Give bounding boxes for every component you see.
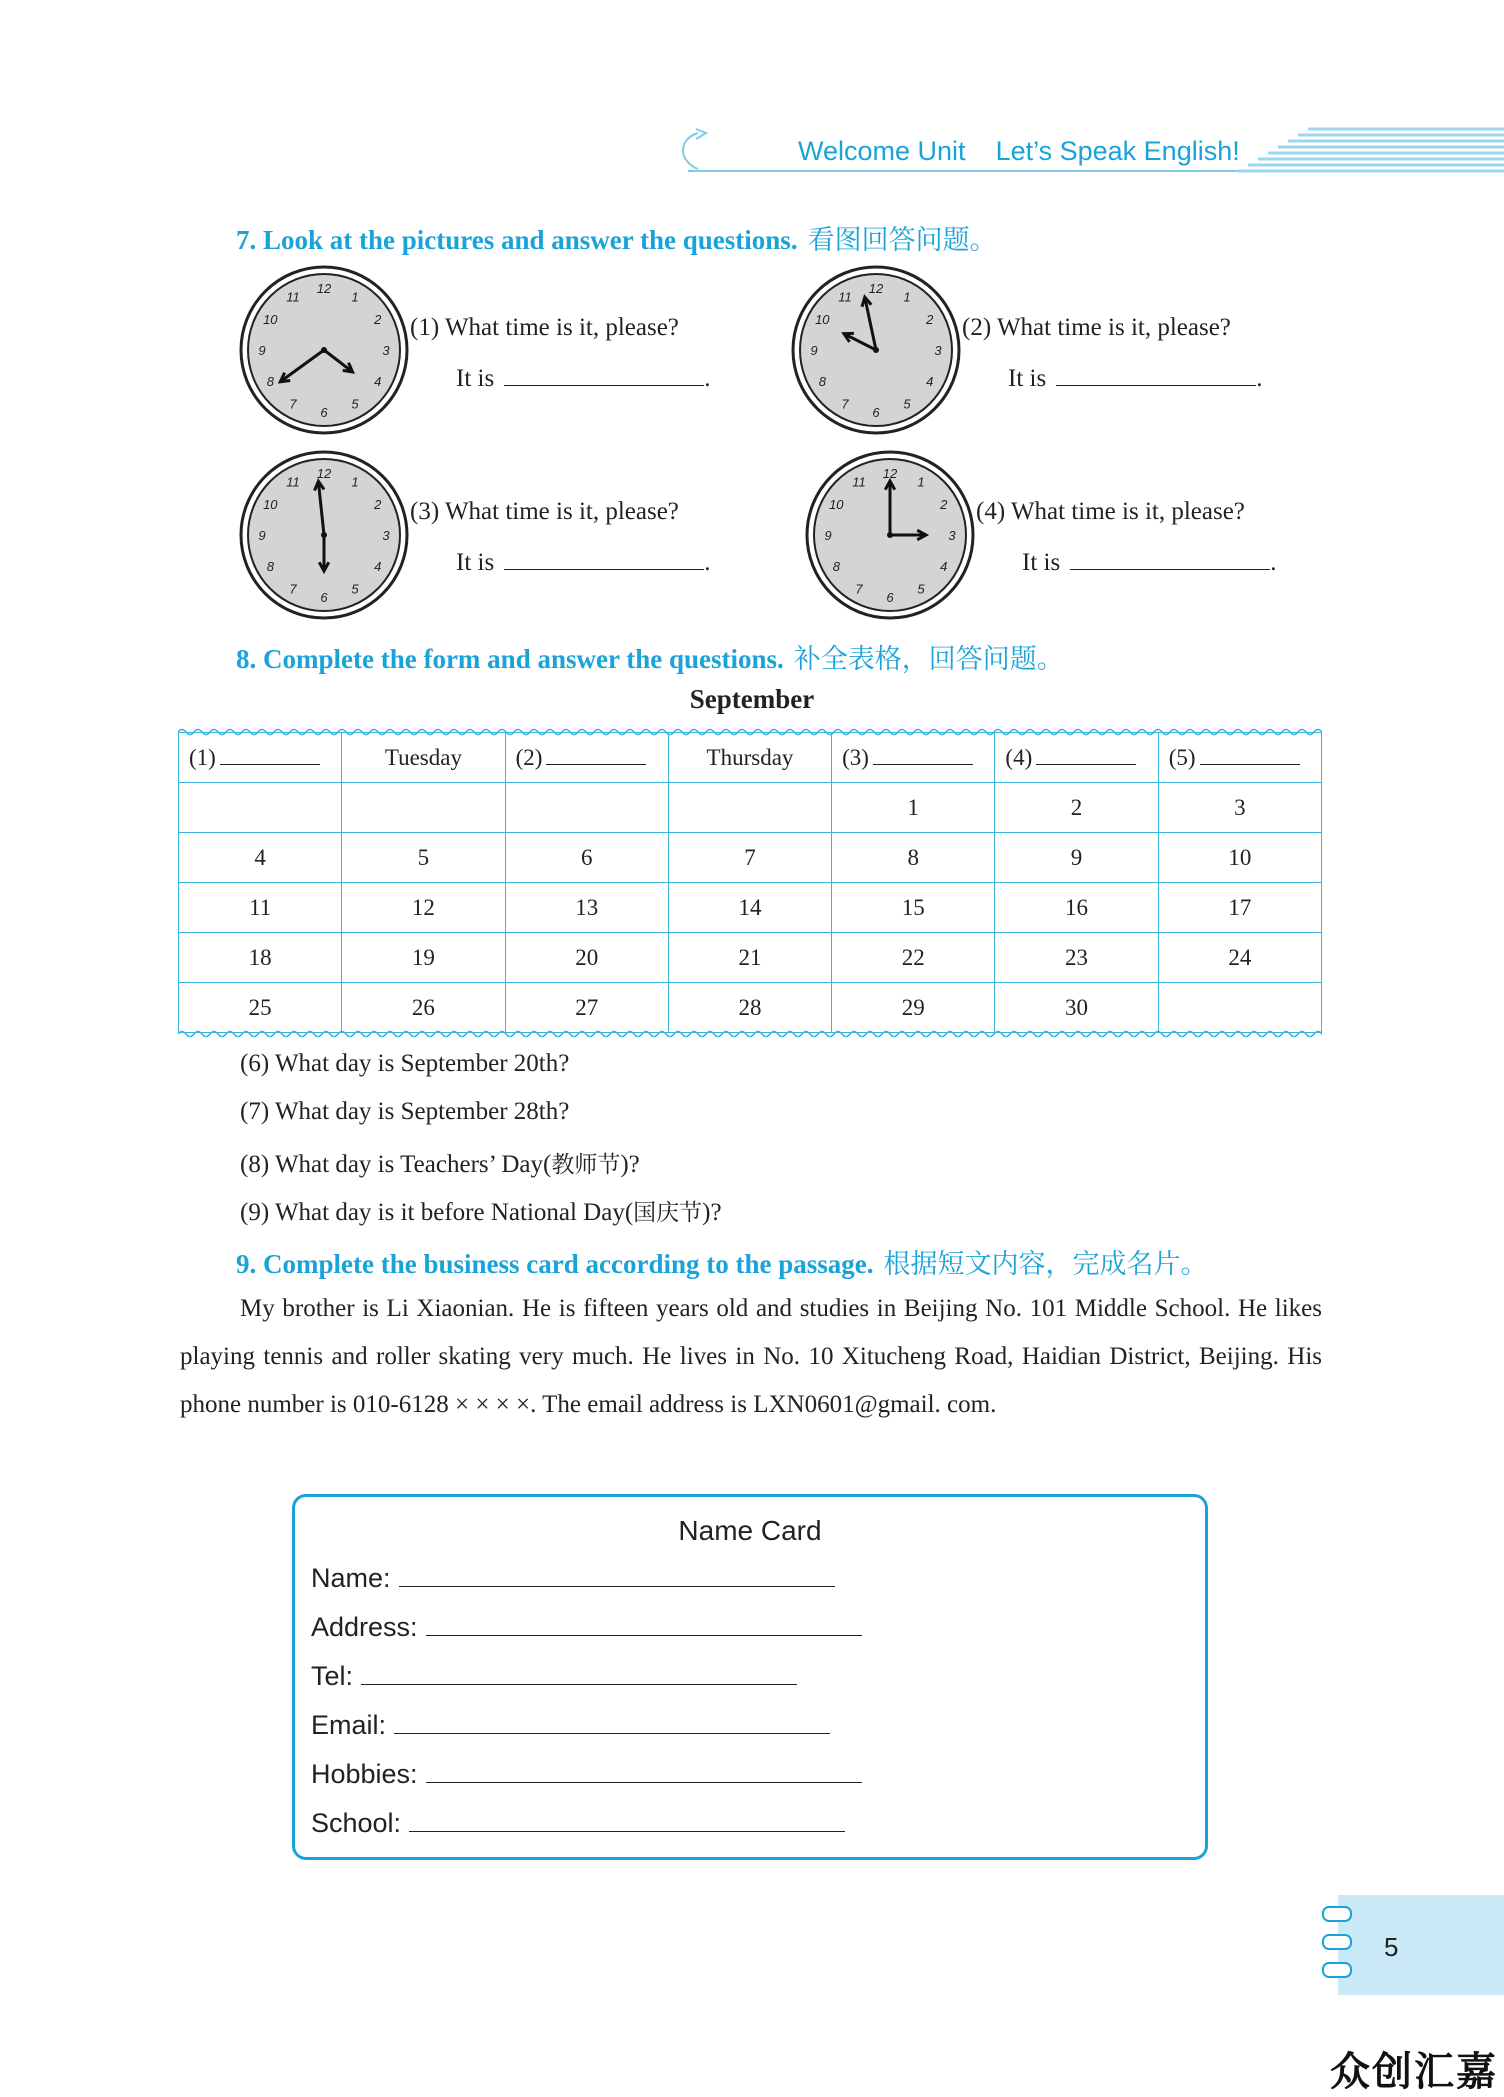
clock-number: 6 [872, 405, 880, 420]
calendar-row [179, 933, 1322, 983]
name-card [292, 1494, 1208, 1860]
section-7-title [236, 218, 997, 257]
clock-number: 6 [320, 405, 328, 420]
clock-number: 4 [374, 559, 382, 574]
clock-center [873, 347, 879, 353]
clock-number: 5 [351, 581, 359, 597]
clock-number: 1 [917, 474, 925, 490]
day-cell: 21 [668, 933, 831, 983]
answer-1: It is . [456, 365, 711, 392]
clock-number: 2 [926, 312, 934, 327]
day-cell: 3 [1158, 783, 1321, 833]
header-cell[interactable]: (5) [1158, 733, 1321, 783]
question-9: (9) What day is it before National Day(国庆节)? [240, 1199, 722, 1226]
clock-number: 5 [903, 396, 911, 412]
section-7-heading: 7. Look at the pictures and answer the questions. [236, 225, 798, 255]
clock-number: 11 [852, 474, 866, 490]
question-8: (8) What day is Teachers’ Day(教师节)? [240, 1151, 640, 1178]
clock-number: 7 [841, 396, 849, 412]
clock-number: 1 [351, 289, 359, 305]
calendar-row [179, 883, 1322, 933]
clock-1 [238, 264, 410, 436]
day-cell: 8 [832, 833, 995, 883]
question-2: (2) What time is it, please? [962, 314, 1231, 341]
clock-number: 8 [266, 374, 274, 389]
question-7: (7) What day is September 28th? [240, 1098, 570, 1125]
question-3: (3) What time is it, please? [410, 498, 679, 525]
binder-ring-icon [1322, 1906, 1352, 1922]
section-9-title [236, 1242, 1207, 1281]
day-cell: 19 [342, 933, 505, 983]
clock-2 [790, 264, 962, 436]
answer-blank[interactable] [1056, 363, 1256, 386]
day-cell: 12 [342, 883, 505, 933]
card-field-address: Address: [311, 1612, 862, 1643]
day-cell: 18 [179, 933, 342, 983]
clock-number: 5 [351, 396, 359, 412]
day-cell: 14 [668, 883, 831, 933]
clock-number: 12 [316, 281, 332, 296]
day-cell: 1 [832, 783, 995, 833]
card-field-email: Email: [311, 1710, 830, 1741]
card-field-hobbies: Hobbies: [311, 1759, 862, 1790]
header-title: Let’s Speak English! [995, 136, 1240, 166]
header-unit: Welcome Unit [798, 136, 966, 166]
calendar-header-row [179, 733, 1322, 783]
day-cell: 27 [505, 983, 668, 1033]
header-cell: Thursday [668, 733, 831, 783]
school-input-line[interactable] [409, 1811, 845, 1832]
clock-center [887, 532, 893, 538]
clock-number: 4 [374, 374, 382, 389]
answer-2: It is . [1008, 365, 1263, 392]
day-cell: 17 [1158, 883, 1321, 933]
clock-number: 2 [374, 312, 382, 327]
clock-number: 11 [286, 289, 300, 305]
name-input-line[interactable] [399, 1566, 835, 1587]
page-number: 5 [1384, 1932, 1399, 1962]
hobbies-input-line[interactable] [426, 1762, 862, 1783]
answer-prefix: It is [1008, 365, 1047, 392]
clock-number: 10 [815, 312, 830, 327]
email-input-line[interactable] [394, 1713, 830, 1734]
answer-blank[interactable] [1070, 547, 1270, 570]
clock-number: 4 [926, 374, 934, 389]
binder-ring-icon [1322, 1962, 1352, 1978]
day-cell: 26 [342, 983, 505, 1033]
clock-number: 12 [316, 466, 332, 481]
day-cell: 5 [342, 833, 505, 883]
section-8-title [236, 637, 1064, 676]
clock-number: 3 [934, 343, 942, 358]
clock-number: 3 [382, 528, 390, 543]
clock-number: 7 [855, 581, 863, 597]
answer-3: It is . [456, 549, 711, 576]
question-6: (6) What day is September 20th? [240, 1050, 570, 1077]
answer-blank[interactable] [504, 547, 704, 570]
section-8-heading: 8. Complete the form and answer the questions. [236, 644, 784, 674]
answer-blank[interactable] [504, 363, 704, 386]
day-cell: 28 [668, 983, 831, 1033]
header-cell[interactable]: (4) [995, 733, 1158, 783]
clock-number: 9 [258, 528, 266, 543]
clock-number: 3 [948, 528, 956, 543]
card-field-tel: Tel: [311, 1661, 797, 1692]
clock-number: 8 [832, 559, 840, 574]
page-number-tab [1338, 1895, 1504, 1995]
calendar-row [179, 783, 1322, 833]
clock-number: 5 [917, 581, 925, 597]
tel-input-line[interactable] [361, 1664, 797, 1685]
calendar-title: September [689, 684, 815, 714]
wavy-border-bottom [178, 1029, 1322, 1039]
day-cell: 29 [832, 983, 995, 1033]
day-cell: 23 [995, 933, 1158, 983]
clock-number: 12 [882, 466, 898, 481]
clock-center [321, 532, 327, 538]
day-cell: 7 [668, 833, 831, 883]
running-header [798, 136, 1270, 167]
passage-text: My brother is Li Xiaonian. He is fifteen years old and studies in Beijing No. 101 Middle School. He likes playing tennis and roller skating very much. He lives in No. 10 Xitucheng Road, Haidian District, Beijing. His phone number is 010-6128 × × × ×. The email address is LXN0601@gmail. com. [180, 1295, 1322, 1418]
section-9-heading: 9. Complete the business card according to the passage. [236, 1249, 874, 1279]
clock-number: 7 [289, 396, 297, 412]
clock-number: 2 [374, 497, 382, 512]
clock-number: 3 [382, 343, 390, 358]
clock-number: 10 [263, 497, 278, 512]
clock-number: 9 [824, 528, 832, 543]
day-cell: 10 [1158, 833, 1321, 883]
clock-number: 12 [868, 281, 884, 296]
calendar-table [178, 732, 1322, 1033]
day-cell: 15 [832, 883, 995, 933]
clock-3 [238, 449, 410, 621]
day-cell [1158, 983, 1321, 1033]
clock-center [321, 347, 327, 353]
clock-number: 1 [903, 289, 911, 305]
clock-number: 2 [940, 497, 948, 512]
day-cell: 13 [505, 883, 668, 933]
clock-number: 8 [266, 559, 274, 574]
answer-prefix: It is [456, 365, 495, 392]
clock-number: 8 [818, 374, 826, 389]
clock-number: 7 [289, 581, 297, 597]
day-cell: 16 [995, 883, 1158, 933]
clock-number: 1 [351, 474, 359, 490]
day-cell: 30 [995, 983, 1158, 1033]
question-1: (1) What time is it, please? [410, 314, 679, 341]
day-cell: 2 [995, 783, 1158, 833]
answer-4: It is . [1022, 549, 1277, 576]
answer-prefix: It is [456, 549, 495, 576]
clock-number: 9 [258, 343, 266, 358]
header-cell[interactable]: (2) [505, 733, 668, 783]
address-input-line[interactable] [426, 1615, 862, 1636]
day-cell: 6 [505, 833, 668, 883]
clock-number: 4 [940, 559, 948, 574]
day-cell [179, 783, 342, 833]
name-card-title: Name Card [678, 1515, 822, 1546]
section-8-cn: 补全表格，回答问题。 [793, 644, 1064, 675]
header-cell[interactable]: (1) [179, 733, 342, 783]
binder-ring-icon [1322, 1934, 1352, 1950]
card-field-name: Name: [311, 1563, 835, 1594]
clock-number: 11 [838, 289, 852, 305]
section-9-cn: 根据短文内容，完成名片。 [883, 1249, 1208, 1280]
calendar-row [179, 983, 1322, 1033]
header-cell: Tuesday [342, 733, 505, 783]
answer-prefix: It is [1022, 549, 1061, 576]
day-cell [668, 783, 831, 833]
question-4: (4) What time is it, please? [976, 498, 1245, 525]
card-field-school: School: [311, 1808, 845, 1839]
reading-passage [180, 1285, 1322, 1429]
watermark-logo: 众创汇嘉 [1330, 2049, 1498, 2095]
clock-number: 10 [829, 497, 844, 512]
clock-4 [804, 449, 976, 621]
clock-number: 9 [810, 343, 818, 358]
day-cell [505, 783, 668, 833]
day-cell [342, 783, 505, 833]
clock-number: 6 [886, 590, 894, 605]
day-cell: 22 [832, 933, 995, 983]
day-cell: 20 [505, 933, 668, 983]
day-cell: 25 [179, 983, 342, 1033]
clock-number: 6 [320, 590, 328, 605]
calendar-row [179, 833, 1322, 883]
calendar [178, 732, 1322, 1034]
header-cell[interactable]: (3) [832, 733, 995, 783]
clock-number: 10 [263, 312, 278, 327]
day-cell: 9 [995, 833, 1158, 883]
section-7-cn: 看图回答问题。 [807, 225, 997, 256]
day-cell: 11 [179, 883, 342, 933]
day-cell: 4 [179, 833, 342, 883]
day-cell: 24 [1158, 933, 1321, 983]
wavy-border-top [178, 727, 1322, 737]
clock-number: 11 [286, 474, 300, 490]
